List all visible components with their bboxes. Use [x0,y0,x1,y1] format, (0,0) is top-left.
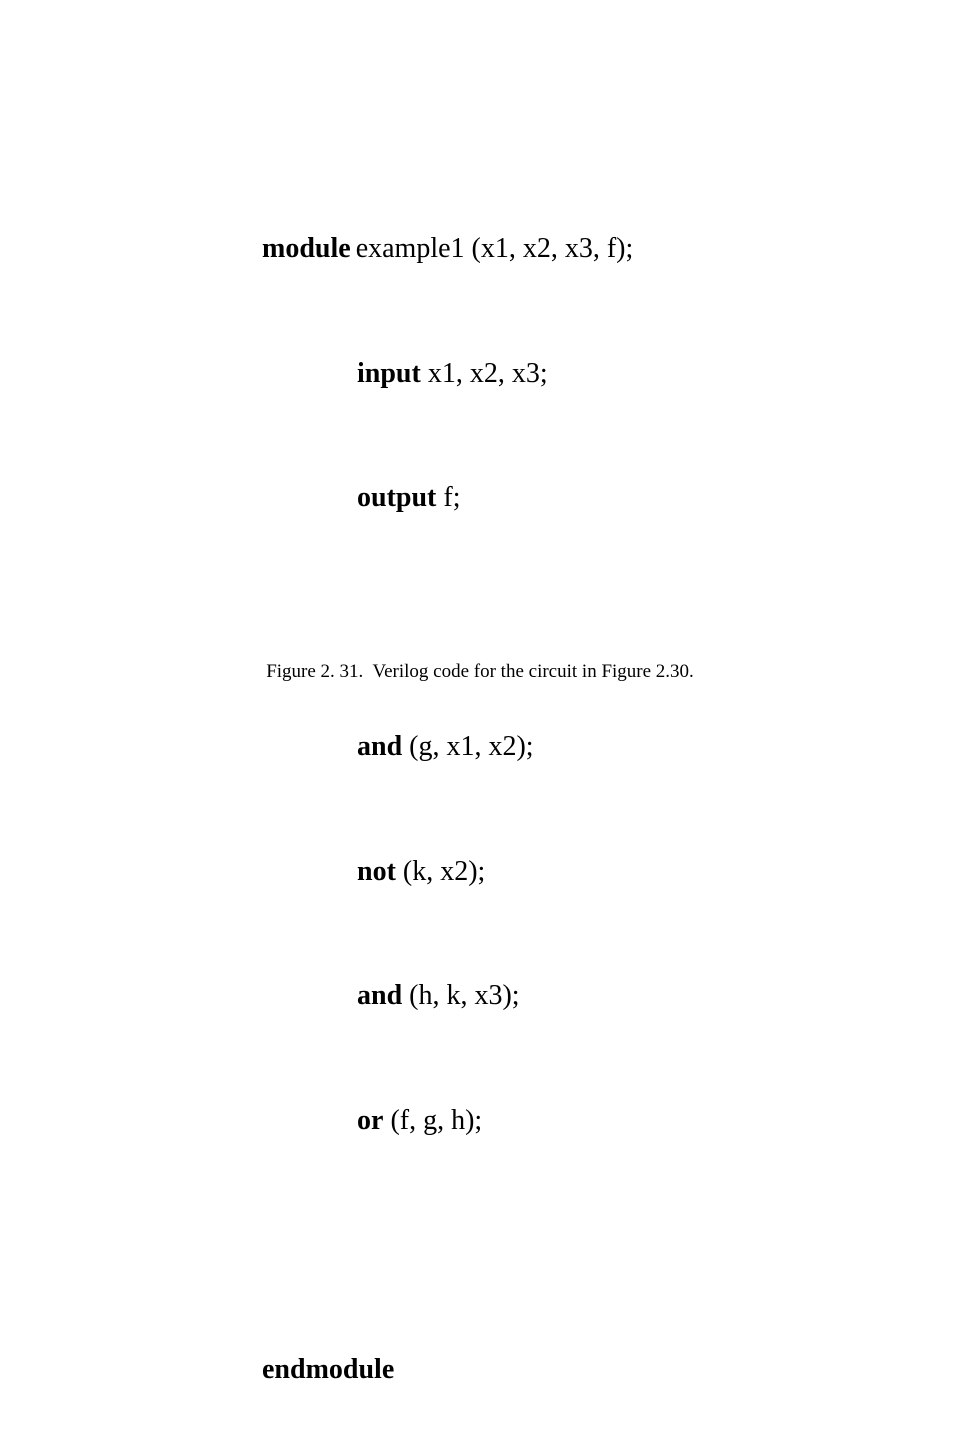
gate-line-and-g [262,726,633,768]
endmodule-keyword: endmodule [262,1353,395,1385]
endmodule-line [262,1349,633,1391]
module-keyword: module [262,233,351,264]
verilog-code-block [262,145,633,1432]
input-keyword: input [357,357,421,389]
module-ports: (x1, x2, x3, f); [471,233,634,264]
gate-line-not-k [262,851,633,893]
module-name: example1 [355,233,465,264]
gate-line-or-f [262,1100,633,1142]
gate-keyword: and [357,980,403,1011]
figure-caption: Figure 2. 31. Verilog code for the circuit in Figure 2.30. [266,661,694,682]
output-signals: f; [443,482,461,513]
gate-args: (h, k, x3); [409,980,520,1011]
gate-keyword: not [357,855,396,887]
module-declaration-line [262,228,633,270]
gate-args: (f, g, h); [390,1104,483,1136]
blank-line [262,1224,633,1266]
output-keyword: output [357,482,437,513]
gate-keyword: or [357,1104,384,1136]
gate-args: (g, x1, x2); [409,731,534,762]
input-signals: x1, x2, x3; [427,357,548,389]
blank-line [262,602,633,644]
input-declaration-line [262,353,633,395]
gate-line-and-h [262,975,633,1017]
output-declaration-line [262,477,633,519]
gate-keyword: and [357,731,403,762]
gate-args: (k, x2); [402,855,486,887]
